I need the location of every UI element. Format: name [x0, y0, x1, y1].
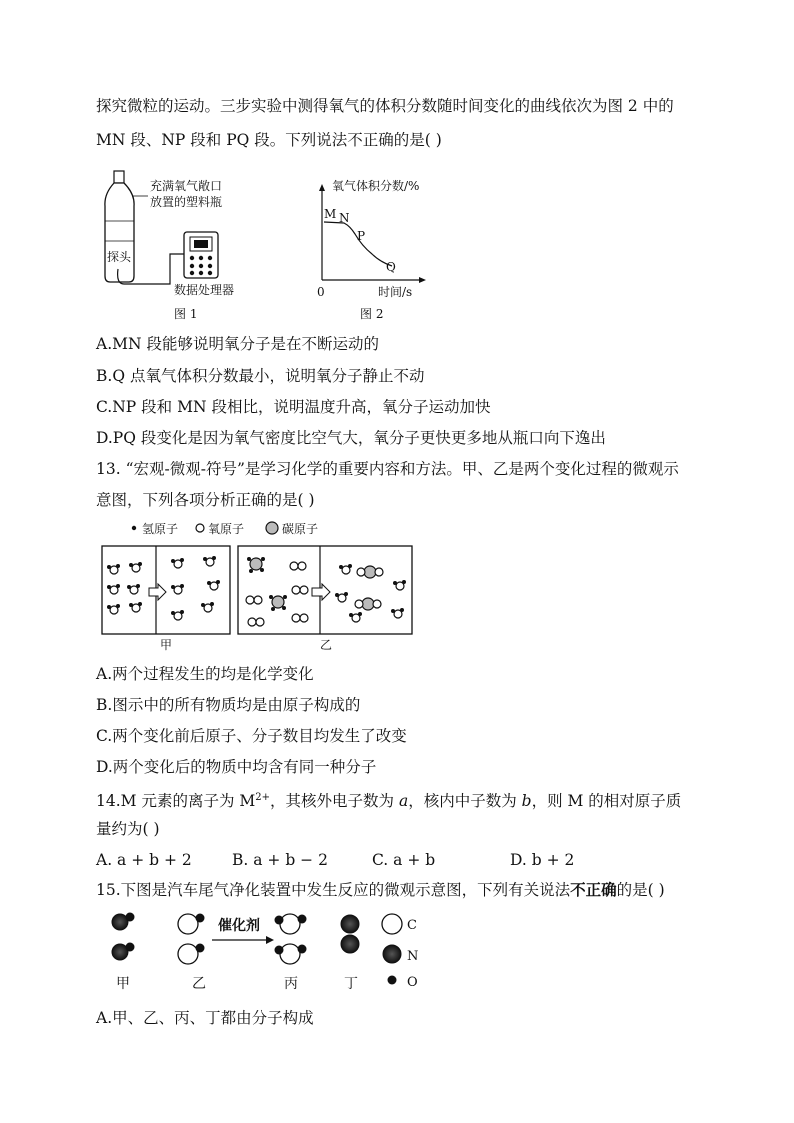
fig2-point-m: M	[324, 207, 337, 221]
q13-option-d: D.两个变化后的物质中均含有同一种分子	[96, 758, 377, 776]
data-processor-icon	[184, 232, 218, 278]
q15-ding-molecule	[341, 915, 359, 953]
q15-stem-post: 的是( )	[616, 881, 665, 899]
q15-label-bing: 丙	[284, 976, 298, 992]
oxygen-atom-icon	[388, 976, 397, 985]
q12-option-a: A.MN 段能够说明氧分子是在不断运动的	[96, 335, 379, 353]
fig1-caption: 图 1	[174, 307, 198, 321]
q14-stem-mid2: ，核内中子数为	[408, 792, 522, 811]
q14-var-b: b	[521, 792, 532, 811]
q14-stem-line1	[96, 788, 681, 811]
fig2-y-label: 氧气体积分数/%	[332, 179, 420, 193]
q15-label-yi: 乙	[192, 976, 206, 992]
q15-stem-pre: 15.下图是汽车尾气净化装置中发生反应的微观示意图，下列有关说法	[96, 881, 571, 899]
fig1-label-bottle-2: 放置的塑料瓶	[150, 195, 223, 209]
q15-stem	[96, 880, 665, 900]
legend-c: C	[407, 918, 417, 933]
q13-option-a: A.两个过程发生的均是化学变化	[96, 665, 314, 683]
q15-stem-bold: 不正确	[570, 880, 617, 899]
q14-option-d: D. b + 2	[510, 851, 575, 869]
q14-stem-pre: 14.M 元素的离子为 M	[96, 792, 256, 811]
legend-n: N	[407, 949, 419, 964]
fig2-caption: 图 2	[360, 307, 384, 321]
label-jia: 甲	[160, 638, 173, 652]
fig2-origin: 0	[317, 285, 325, 299]
q12-stem-line2: MN 段、NP 段和 PQ 段。下列说法不正确的是( )	[96, 131, 442, 149]
q15-option-a: A.甲、乙、丙、丁都由分子构成	[96, 1009, 314, 1027]
q13-legend	[132, 521, 318, 536]
q15-label-ding: 丁	[344, 976, 358, 992]
q13-figure	[100, 518, 420, 654]
q13-option-c: C.两个变化前后原子、分子数目均发生了改变	[96, 727, 407, 745]
q14-charge: 2+	[255, 792, 270, 803]
legend-carbon: 碳原子	[282, 522, 319, 536]
q15-label-jia: 甲	[116, 976, 130, 992]
label-yi: 乙	[320, 638, 333, 652]
fig2-x-label: 时间/s	[378, 285, 413, 299]
fig1-label-processor: 数据处理器	[174, 283, 235, 297]
q15-legend	[382, 914, 418, 990]
q12-figure-2	[300, 176, 440, 326]
q15-figure	[100, 908, 440, 998]
hydrogen-atom-icon	[132, 526, 136, 530]
nitrogen-atom-icon	[383, 945, 401, 963]
fig2-point-q: Q	[386, 260, 396, 274]
q14-stem-line2: 量约为( )	[96, 820, 160, 838]
q14-option-c: C. a + b	[372, 851, 436, 869]
carbon-atom-icon	[266, 522, 278, 534]
fig1-label-probe: 探头	[107, 250, 132, 264]
legend-o: O	[407, 975, 418, 990]
q14-stem-mid: ，其核外电子数为	[270, 792, 399, 811]
fig1-label-bottle-1: 充满氧气敞口	[150, 179, 223, 193]
carbon-atom-icon	[382, 914, 402, 934]
fig2-point-n: N	[339, 211, 350, 225]
q12-option-d: D.PQ 段变化是因为氧气密度比空气大，氧分子更快更多地从瓶口向下逸出	[96, 429, 606, 447]
oxygen-atom-icon	[196, 524, 204, 532]
q15-jia-molecules	[112, 913, 135, 961]
q14-option-a: A. a + b + 2	[96, 851, 192, 869]
q12-option-c: C.NP 段和 MN 段相比，说明温度升高，氧分子运动加快	[96, 398, 491, 416]
catalyst-label: 催化剂	[218, 918, 260, 934]
legend-oxygen: 氧原子	[208, 522, 245, 536]
legend-hydrogen: 氢原子	[142, 522, 179, 536]
q15-yi-molecules	[178, 914, 205, 965]
q14-stem-end: ，则 M 的相对原子质	[531, 792, 682, 811]
fig2-point-p: P	[357, 229, 366, 243]
q13-option-b: B.图示中的所有物质均是由原子构成的	[96, 696, 361, 714]
q13-stem-line1: 13. “宏观-微观-符号”是学习化学的重要内容和方法。甲、乙是两个变化过程的微观示	[96, 460, 679, 478]
q13-stem-line2: 意图，下列各项分析正确的是( )	[96, 491, 315, 509]
q14-var-a: a	[398, 792, 409, 811]
q15-bing-molecules	[275, 914, 307, 964]
plastic-bottle-icon	[105, 171, 134, 282]
q14-option-b: B. a + b − 2	[232, 851, 328, 869]
q12-stem-line1: 探究微粒的运动。三步实验中测得氧气的体积分数随时间变化的曲线依次为图 2 中的	[96, 97, 674, 115]
q12-option-b: B.Q 点氧气体积分数最小，说明氧分子静止不动	[96, 367, 425, 385]
q12-figure-1	[96, 166, 266, 326]
reaction-arrow-icon	[212, 936, 274, 944]
